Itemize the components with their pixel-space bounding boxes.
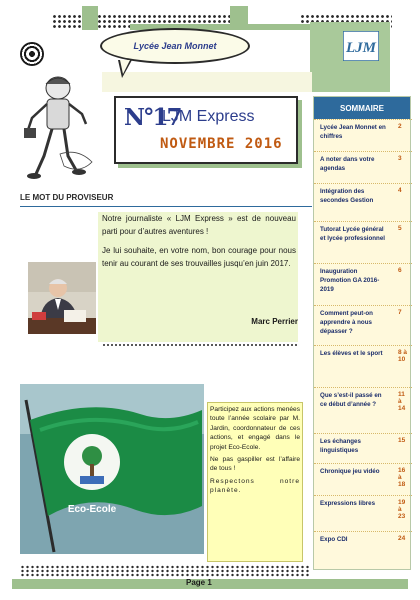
toc-item[interactable]: [314, 183, 412, 221]
eco-text: [210, 405, 300, 499]
toc-label: Comment peut-on apprendre à nous dépasser ?: [320, 310, 373, 335]
eco-paragraph: Respectons notre planète.: [210, 477, 300, 495]
toc-item[interactable]: [314, 119, 412, 151]
toc-item[interactable]: [314, 305, 412, 345]
issue-number: N°17: [124, 104, 181, 131]
sommaire-title: SOMMAIRE: [314, 97, 410, 119]
green-block: [82, 6, 98, 30]
green-block: [102, 72, 312, 92]
target-icon: [20, 42, 44, 66]
toc-label: Que s’est-il passé en ce début d’année ?: [320, 392, 382, 408]
principal-photo: [28, 262, 96, 334]
toc-item[interactable]: [314, 463, 412, 495]
footer-dots: [20, 565, 310, 577]
toc-label: Expressions libres: [320, 500, 376, 507]
eco-paragraph: Participez aux actions menées toute l’année scolaire par M. Jardin, coordonnateur de ces actions, et engagé dans le projet Eco-Ecole.: [210, 406, 300, 451]
toc-label: A noter dans votre agendas: [320, 156, 375, 172]
eco-ecole-flag: [20, 384, 204, 554]
toc-page: 24: [398, 535, 406, 542]
toc-label: Les échanges linguistiques: [320, 438, 361, 454]
toc-item[interactable]: [314, 151, 412, 183]
newsletter-title-box: [114, 96, 298, 164]
toc-item[interactable]: [314, 531, 412, 569]
toc-page: 6: [398, 267, 402, 274]
toc-page: 5: [398, 225, 402, 232]
reporter-mascot: [20, 70, 98, 188]
issue-month: NOVEMBRE 2016: [160, 136, 283, 152]
editorial-text: [102, 213, 296, 277]
toc-page: 7: [398, 309, 402, 316]
section-title: LE MOT DU PROVISEUR: [20, 193, 114, 202]
editorial-paragraph: Je lui souhaite, en votre nom, bon courage pour nous tenir au courant de ses trouvailles jusqu’en juin 2017.: [102, 246, 296, 268]
toc-page: 3: [398, 155, 402, 162]
toc-page: 4: [398, 187, 402, 194]
toc-label: Tutorat Lycée général et lycée professionnel: [320, 226, 385, 242]
toc-label: Expo CDI: [320, 536, 348, 543]
toc-item[interactable]: [314, 387, 412, 433]
toc-item[interactable]: [314, 263, 412, 305]
toc-item[interactable]: [314, 221, 412, 263]
toc-item[interactable]: [314, 345, 412, 387]
bubble-tail-inner: [120, 60, 130, 74]
toc-page: 11 à 14: [398, 391, 406, 412]
toc-page: 8 à 10: [398, 349, 408, 363]
school-name-bubble: [100, 28, 250, 64]
dotted-divider: [102, 344, 298, 346]
sommaire-sidebar: [313, 96, 411, 570]
toc-item[interactable]: [314, 433, 412, 463]
school-name: Lycée Jean Monnet: [133, 41, 217, 51]
eco-paragraph: Ne pas gaspiller est l’affaire de tous !: [210, 456, 300, 473]
toc-page: 15: [398, 437, 406, 444]
flag-text: Eco-Ecole: [67, 504, 117, 515]
toc-label: Intégration des secondes Gestion: [320, 188, 374, 204]
toc-item[interactable]: [314, 495, 412, 531]
toc-label: Les élèves et le sport: [320, 350, 383, 357]
toc-page: 16 à 18: [398, 467, 406, 488]
toc-label: Lycée Jean Monnet en chiffres: [320, 124, 386, 140]
toc-label: Inauguration Promotion GA 2016-2019: [320, 268, 380, 293]
newsletter-title: LJM Express: [162, 108, 255, 125]
editorial-paragraph: Notre journaliste « LJM Express » est de nouveau parti pour d’autres aventures !: [102, 214, 296, 236]
ljm-logo: [343, 31, 379, 61]
editorial-signature: Marc Perrier: [251, 317, 298, 326]
toc-label: Chronique jeu vidéo: [320, 468, 380, 475]
logo-text: LJM: [346, 40, 376, 56]
toc-page: 19 à 23: [398, 499, 406, 520]
toc-page: 2: [398, 123, 402, 130]
section-divider: [20, 206, 312, 207]
page-number: Page 1: [186, 578, 212, 587]
